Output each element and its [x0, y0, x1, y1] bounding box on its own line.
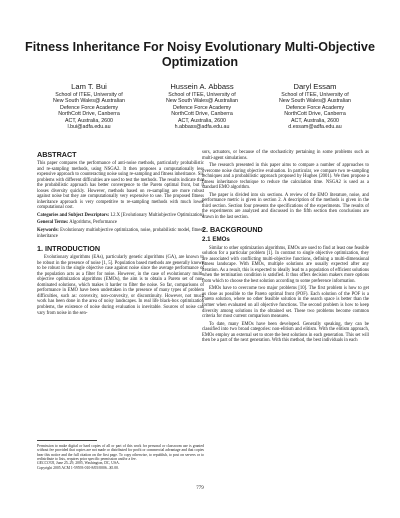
- abstract-text: This paper compares the performance of anti-noise methods, particularly probabilistic and re-sampling methods, using NSGA2. It then proposes a computationally less expensive approach to counteracting noise using re-sampling and fitness inheritance. Six problems with different difficulties are used to test the methods. The results indicate that the probabilistic approach has better convergence to the Pareto optimal front, but it looses diversity quickly. However, methods based on re-sampling are more robust against noise but they are computationally very expensive to use. The proposed fitness inheritance approach is very competitive to re-sampling methods with much lower computational cost.: [37, 161, 204, 211]
- author-affiliation-line: School of ITEE, University of: [55, 92, 123, 98]
- author-email: h.abbass@adfa.edu.au: [174, 124, 230, 131]
- author-name: Daryl Essam: [293, 82, 337, 91]
- keywords-text: Evolutionary multiobjective optimization, noise, probabilistic model, fitness inheritance: [37, 228, 204, 239]
- author-affiliation-line: Defence Force Academy: [60, 104, 118, 111]
- author-name: Lam T. Bui: [71, 82, 107, 91]
- introduction-paragraph-2: The research presented in this paper aims to compare a number of approaches to overcome noise during objective evaluation. In particular, we compare two re-sampling techniques and a probabilistic approach proposed by Hughes (2001). We then propose a fitness inheritance technique to reduce the calculation time. NSGA2 is used as a standard EMO algorithm.: [202, 163, 369, 191]
- left-column: [37, 150, 204, 318]
- introduction-text: Evolutionary algorithms (EAs), particularly genetic algorithms (GA), are known to be robust in the presence of noise [1, 5]. Population based methods are generally known to be robust in the single objective case against noise since the average performance of the population acts as a filter for noise. However, in the case of evolutionary multi-objective optimization algorithms (EMOs), the aim is to obtain a Pareto set of non-dominated solutions, which makes it harder to filter the noise. So far, comparisons of performance in EMO have been undertaken in the presence of many types of problem difficulties, such as: convexity, non-convexity, or discontinuity. However, not much work has been done in the area of noisy landscapes. In real life black-box optimization problems, the existence of noise during evaluation is inevitable. Sources of noise can vary from noise in the sen-: [37, 255, 204, 316]
- venue-details: June 25–29, 2005, Washington, DC, USA.: [56, 461, 120, 466]
- author-affiliation-line: ACT, Australia, 2600: [65, 117, 113, 124]
- page-number: 779: [196, 486, 204, 491]
- author-affiliation-line: Defence Force Academy: [286, 104, 344, 111]
- author-2: [147, 82, 257, 130]
- author-block: [34, 82, 370, 130]
- emos-heading: 2.1 EMOs: [202, 235, 230, 243]
- copyright-footnote: [37, 440, 204, 470]
- emos-paragraph-1: Similar to other optimization algorithms, EMOs are used to find at least one feasible solution for a particular problem [1]. In contrast to single objective optimization, they are associated with conflicting multi-objective functions, defining a multi-dimensional fitness landscape. With EMOs, multiple solutions are usually expected after any iteration. As a result, this is expected to ideally lead to a population of efficient solutions when the termination condition is satisfied. It thus offers decision makers more options from which to choose the best solution according to some preference information.: [202, 245, 369, 284]
- introduction-continued: sors, actuators, or because of the stochasticity pertaining in some problems such as multi-agent simulations.: [202, 150, 369, 161]
- author-affiliation-line: New South Wales@ Australian: [165, 98, 238, 105]
- terms-label: General Terms:: [37, 220, 69, 226]
- right-column: [202, 150, 369, 346]
- venue-name: GECCO'05,: [37, 461, 56, 466]
- terms-line: [37, 220, 204, 226]
- copyright-line: Copyright 2005 ACM 1-59593-010-8/05/0006...$5.00.: [37, 465, 119, 470]
- footnote-divider: [37, 440, 97, 441]
- author-1: [34, 82, 144, 130]
- categories-line: [37, 213, 204, 219]
- background-heading: 2. BACKGROUND: [202, 224, 263, 234]
- author-email: d.essam@adfa.edu.au: [288, 124, 342, 131]
- author-affiliation-line: School of ITEE, University of: [281, 92, 349, 98]
- author-affiliation-line: New South Wales@ Australian: [52, 98, 125, 105]
- author-affiliation-line: NorthCott Drive, Canberra: [284, 111, 346, 118]
- keywords-label: Keywords:: [37, 228, 59, 234]
- author-name: Hussein A. Abbass: [170, 82, 234, 91]
- author-affiliation-line: School of ITEE, University of: [168, 92, 236, 98]
- author-affiliation-line: ACT, Australia, 2600: [178, 117, 226, 124]
- permission-notice: Permission to make digital or hard copies of all or part of this work for personal or classroom use is granted without fee provided that copies are not made or distributed for profit or commercial advantage and that copies bear this notice and the full citation on the first page. To copy otherwise, to republish, to post on servers or to redistribute to lists, requires prior specific permission and/or a fee.: [37, 444, 204, 462]
- paper-title: Fitness Inheritance For Noisy Evolutionary Multi-Objective Optimization: [25, 40, 375, 69]
- author-email: l.bui@adfa.edu.au: [67, 124, 111, 131]
- abstract-heading: ABSTRACT: [37, 150, 77, 159]
- introduction-paragraph-3: The paper is divided into six sections. A review of the EMO literature, noise, and performance metric is given in section 2. A description of the methods is given in the third section. Section four presents the specifications of the experiments. The results of the experiments are analyzed and discussed in the fifth section then conclusions are drawn in the last section.: [202, 192, 369, 221]
- emos-paragraph-2: EMOs have to overcome two major problems [10]. The first problem is how to get as close as possible to the Pareto optimal front (POF). Each solution of the POF is a Pareto solution, where no other feasible solution in the search space is better than the former when evaluated on all objective functions. The second problem is how to keep diversity among solutions in the obtained set. These two problems become common criteria for most current comparison measures.: [202, 286, 369, 320]
- author-affiliation-line: Defence Force Academy: [173, 104, 231, 111]
- categories-text: I.2.X [Evolutionary Multiobjective Optimization]: [110, 212, 204, 218]
- introduction-heading: 1. INTRODUCTION: [37, 244, 101, 254]
- author-affiliation-line: New South Wales@ Australian: [278, 98, 351, 105]
- emos-paragraph-3: To date, many EMOs have been developed. Generally speaking, they can be classified into two broad categories: non-elitism and elitism. With the elitism approach, EMOs employ an external set to store the best solutions in each generation. This set will then be a part of the next generation. With this method, the best individuals in each: [202, 321, 369, 344]
- author-affiliation-line: ACT, Australia, 2600: [291, 117, 339, 124]
- keywords-line: [37, 228, 204, 239]
- author-3: [260, 82, 370, 130]
- author-affiliation-line: NorthCott Drive, Canberra: [58, 111, 120, 118]
- author-affiliation-line: NorthCott Drive, Canberra: [171, 111, 233, 118]
- terms-text: Algorithms, Performance: [69, 220, 117, 226]
- categories-label: Categories and Subject Descriptors:: [37, 212, 110, 218]
